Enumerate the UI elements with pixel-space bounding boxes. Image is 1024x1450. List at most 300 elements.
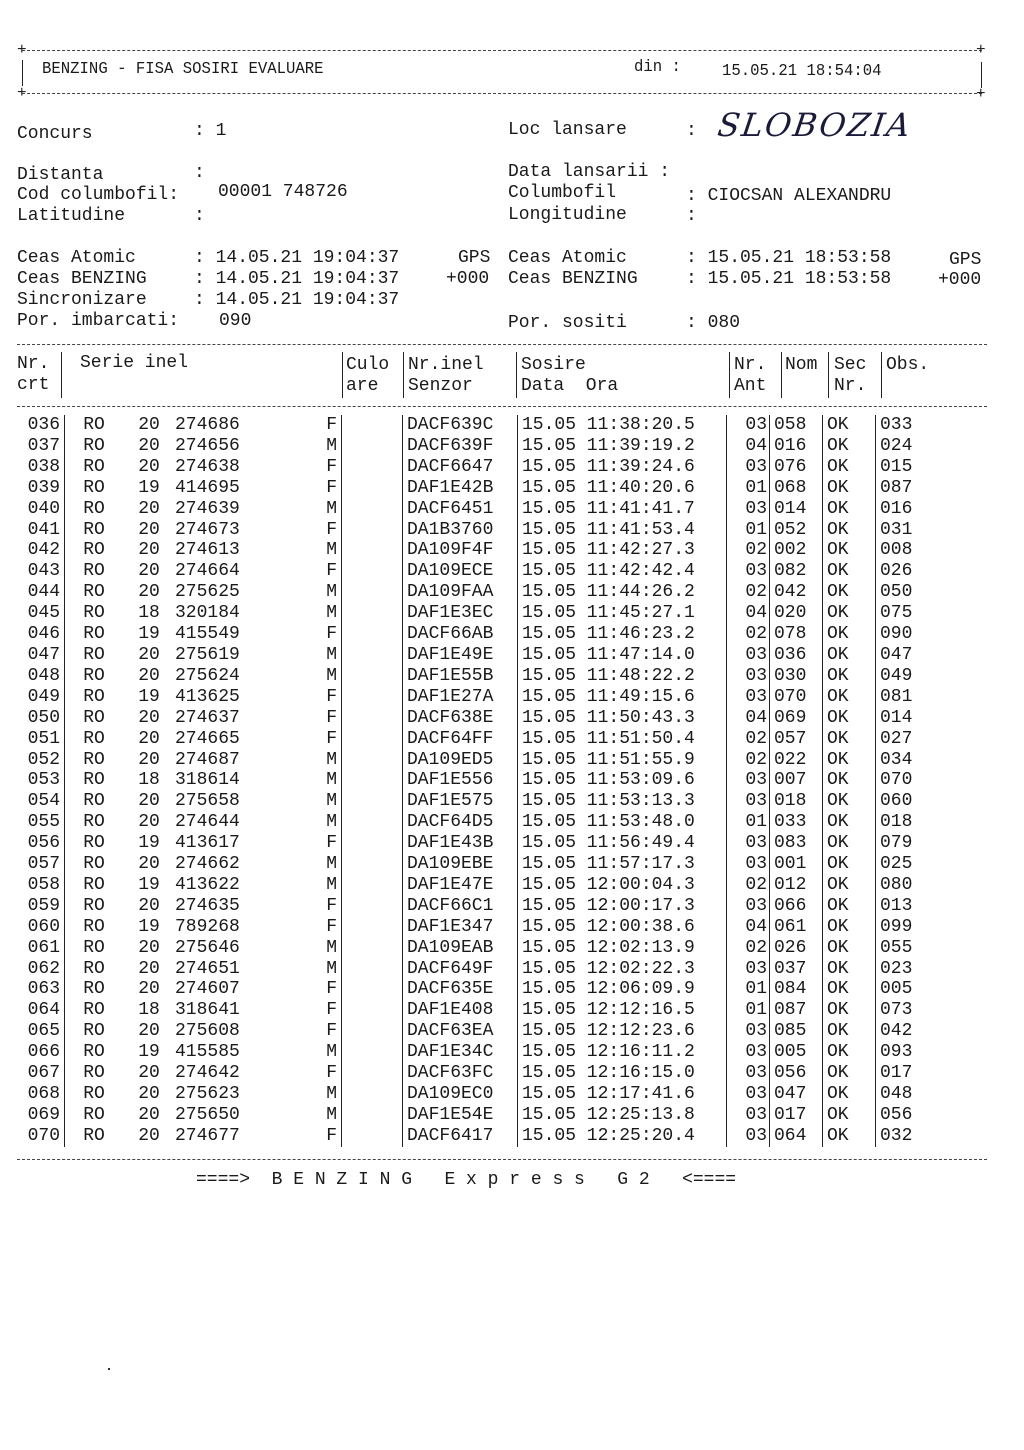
row-year: 20 bbox=[138, 561, 160, 582]
row-nr: 056 bbox=[14, 833, 65, 854]
row-ring-number: 275623 bbox=[175, 1084, 240, 1104]
row-antenna: 03 bbox=[727, 561, 770, 582]
row-ring-number: 320184 bbox=[175, 603, 240, 624]
row-nr: 049 bbox=[14, 687, 65, 708]
row-antenna: 01 bbox=[727, 1000, 770, 1021]
row-antenna: 03 bbox=[727, 770, 770, 791]
row-obs: 060 bbox=[880, 791, 913, 812]
row-color bbox=[342, 1042, 403, 1063]
row-sec: OK bbox=[823, 1063, 876, 1084]
row-nr: 062 bbox=[14, 959, 65, 980]
row-arrival-time: 15.05 11:39:19.2 bbox=[518, 436, 727, 457]
row-nr: 043 bbox=[14, 561, 65, 582]
row-color bbox=[342, 917, 403, 938]
row-sec: OK bbox=[823, 938, 876, 959]
row-ring-number: 274686 bbox=[175, 415, 240, 435]
row-country: RO bbox=[83, 874, 105, 895]
row-nr: 042 bbox=[14, 540, 65, 561]
row-country: RO bbox=[83, 937, 105, 958]
row-sec: OK bbox=[823, 520, 876, 541]
table-row bbox=[14, 478, 960, 499]
row-year: 20 bbox=[138, 415, 160, 435]
row-sensor-ring: DACF6417 bbox=[403, 1126, 518, 1147]
row-sensor-ring: DAF1E556 bbox=[403, 770, 518, 791]
row-nr: 063 bbox=[14, 979, 65, 1000]
concurs-label: Concurs bbox=[17, 124, 93, 144]
row-color bbox=[342, 666, 403, 687]
row-color bbox=[342, 582, 403, 603]
row-sex: F bbox=[267, 687, 342, 708]
row-country: RO bbox=[83, 498, 105, 519]
row-antenna: 03 bbox=[727, 499, 770, 520]
row-ring-number: 275608 bbox=[175, 1021, 240, 1042]
row-country: RO bbox=[83, 1000, 105, 1021]
row-nom: 001 bbox=[770, 854, 823, 875]
row-color bbox=[342, 436, 403, 457]
row-antenna: 03 bbox=[727, 1021, 770, 1042]
table-row bbox=[14, 1042, 960, 1063]
imbarcati-label: Por. imbarcati: bbox=[17, 311, 180, 331]
row-year: 19 bbox=[138, 1042, 160, 1063]
latitudine-label: Latitudine bbox=[17, 206, 126, 226]
row-arrival-time: 15.05 11:47:14.0 bbox=[518, 645, 727, 666]
row-ring-number: 274638 bbox=[175, 456, 240, 477]
row-year: 20 bbox=[138, 644, 160, 665]
row-year: 20 bbox=[138, 791, 160, 812]
row-nom: 083 bbox=[770, 833, 823, 854]
row-year: 19 bbox=[138, 833, 160, 854]
row-sec: OK bbox=[823, 708, 876, 729]
row-sec: OK bbox=[823, 729, 876, 750]
row-antenna: 03 bbox=[727, 959, 770, 980]
row-country: RO bbox=[83, 749, 105, 770]
row-country: RO bbox=[83, 1084, 105, 1104]
table-row bbox=[14, 896, 960, 917]
row-sex: M bbox=[267, 1105, 342, 1126]
row-ring-number: 274635 bbox=[175, 895, 240, 916]
row-antenna: 03 bbox=[727, 1105, 770, 1126]
row-year: 19 bbox=[138, 686, 160, 707]
row-ring-number: 274644 bbox=[175, 812, 240, 833]
row-sec: OK bbox=[823, 436, 876, 457]
row-sex: F bbox=[267, 1021, 342, 1042]
table-row bbox=[14, 1063, 960, 1084]
header-col-divider bbox=[516, 352, 517, 398]
row-sec: OK bbox=[823, 561, 876, 582]
row-antenna: 03 bbox=[727, 854, 770, 875]
row-antenna: 03 bbox=[727, 415, 770, 436]
clock-right-atomic-label: Ceas Atomic bbox=[508, 248, 627, 268]
row-obs: 047 bbox=[880, 644, 913, 665]
table-row bbox=[14, 729, 960, 750]
row-ring-number: 274639 bbox=[175, 498, 240, 519]
row-ring-number: 413625 bbox=[175, 686, 240, 707]
row-sensor-ring: DACF635E bbox=[403, 979, 518, 1000]
row-nom: 076 bbox=[770, 457, 823, 478]
row-nom: 005 bbox=[770, 1042, 823, 1063]
row-antenna: 03 bbox=[727, 896, 770, 917]
row-obs: 099 bbox=[880, 916, 913, 937]
row-sec: OK bbox=[823, 603, 876, 624]
row-year: 20 bbox=[138, 1125, 160, 1146]
table-row bbox=[14, 624, 960, 645]
row-sex: F bbox=[267, 1063, 342, 1084]
row-obs: 056 bbox=[880, 1104, 913, 1125]
row-nom: 087 bbox=[770, 1000, 823, 1021]
row-obs: 008 bbox=[880, 540, 913, 561]
row-ring-number: 274642 bbox=[175, 1063, 240, 1084]
row-country: RO bbox=[83, 582, 105, 603]
header-col-divider bbox=[342, 352, 343, 398]
row-sex: M bbox=[267, 1042, 342, 1063]
row-sec: OK bbox=[823, 1042, 876, 1063]
row-ring-number: 415549 bbox=[175, 624, 240, 645]
row-country: RO bbox=[83, 770, 105, 791]
row-sex: F bbox=[267, 729, 342, 750]
row-nom: 016 bbox=[770, 436, 823, 457]
row-sensor-ring: DA109EBE bbox=[403, 854, 518, 875]
clock-left-benzing-value: : 14.05.21 19:04:37 bbox=[194, 269, 400, 289]
row-ring-number: 318614 bbox=[175, 770, 240, 791]
row-sex: M bbox=[267, 499, 342, 520]
table-row bbox=[14, 875, 960, 896]
row-arrival-time: 15.05 11:39:24.6 bbox=[518, 457, 727, 478]
row-ring-number: 274613 bbox=[175, 540, 240, 561]
row-arrival-time: 15.05 12:02:22.3 bbox=[518, 959, 727, 980]
row-sec: OK bbox=[823, 687, 876, 708]
row-obs: 070 bbox=[880, 770, 913, 791]
row-sensor-ring: DA109EC0 bbox=[403, 1084, 518, 1105]
row-sensor-ring: DAF1E34C bbox=[403, 1042, 518, 1063]
row-year: 20 bbox=[138, 895, 160, 916]
row-nr: 050 bbox=[14, 708, 65, 729]
header-col-divider bbox=[828, 352, 829, 398]
row-arrival-time: 15.05 11:41:53.4 bbox=[518, 520, 727, 541]
row-nr: 048 bbox=[14, 666, 65, 687]
row-sensor-ring: DA109FAA bbox=[403, 582, 518, 603]
row-sec: OK bbox=[823, 624, 876, 645]
table-row bbox=[14, 750, 960, 771]
row-nom: 052 bbox=[770, 520, 823, 541]
row-nom: 057 bbox=[770, 729, 823, 750]
arrivals-table bbox=[14, 415, 960, 1147]
row-antenna: 01 bbox=[727, 812, 770, 833]
row-country: RO bbox=[83, 728, 105, 749]
row-nom: 014 bbox=[770, 499, 823, 520]
row-nr: 068 bbox=[14, 1084, 65, 1105]
row-arrival-time: 15.05 11:53:48.0 bbox=[518, 812, 727, 833]
row-arrival-time: 15.05 11:56:49.4 bbox=[518, 833, 727, 854]
row-nom: 068 bbox=[770, 478, 823, 499]
row-country: RO bbox=[83, 415, 105, 435]
col-header-nr-inel-2: Senzor bbox=[408, 376, 473, 396]
row-sex: M bbox=[267, 812, 342, 833]
table-row bbox=[14, 1105, 960, 1126]
cod-columbofil-value: 00001 748726 bbox=[218, 182, 348, 202]
clock-right-benzing-label: Ceas BENZING bbox=[508, 269, 638, 289]
row-sex: M bbox=[267, 645, 342, 666]
row-country: RO bbox=[83, 854, 105, 875]
row-sec: OK bbox=[823, 896, 876, 917]
clock-sync-label: Sincronizare bbox=[17, 290, 147, 310]
header-col-divider bbox=[61, 352, 62, 398]
row-sensor-ring: DAF1E408 bbox=[403, 1000, 518, 1021]
row-country: RO bbox=[83, 519, 105, 540]
row-year: 20 bbox=[138, 1104, 160, 1125]
row-nom: 056 bbox=[770, 1063, 823, 1084]
row-antenna: 03 bbox=[727, 1063, 770, 1084]
row-nom: 085 bbox=[770, 1021, 823, 1042]
row-nr: 051 bbox=[14, 729, 65, 750]
table-row bbox=[14, 436, 960, 457]
row-country: RO bbox=[83, 895, 105, 916]
row-color bbox=[342, 770, 403, 791]
row-antenna: 01 bbox=[727, 520, 770, 541]
table-row bbox=[14, 1126, 960, 1147]
row-ring-number: 413622 bbox=[175, 874, 240, 895]
row-arrival-time: 15.05 12:25:20.4 bbox=[518, 1126, 727, 1147]
row-ring-number: 274607 bbox=[175, 979, 240, 1000]
row-country: RO bbox=[83, 456, 105, 477]
row-arrival-time: 15.05 12:17:41.6 bbox=[518, 1084, 727, 1105]
row-color bbox=[342, 1105, 403, 1126]
row-antenna: 02 bbox=[727, 938, 770, 959]
row-sensor-ring: DA1B3760 bbox=[403, 520, 518, 541]
table-header-bottom-rule bbox=[17, 406, 987, 407]
row-nr: 040 bbox=[14, 499, 65, 520]
row-obs: 073 bbox=[880, 1000, 913, 1021]
table-row bbox=[14, 415, 960, 436]
row-sec: OK bbox=[823, 1000, 876, 1021]
row-sec: OK bbox=[823, 666, 876, 687]
row-color bbox=[342, 478, 403, 499]
col-header-nr-ant-2: Ant bbox=[734, 376, 767, 396]
row-ring-number: 275625 bbox=[175, 582, 240, 603]
row-obs: 031 bbox=[880, 519, 913, 540]
row-antenna: 03 bbox=[727, 687, 770, 708]
row-arrival-time: 15.05 11:46:23.2 bbox=[518, 624, 727, 645]
title-box-top-border bbox=[22, 50, 982, 51]
row-nr: 053 bbox=[14, 770, 65, 791]
row-ring-number: 274687 bbox=[175, 749, 240, 770]
row-ring-number: 274665 bbox=[175, 728, 240, 749]
table-row bbox=[14, 520, 960, 541]
row-color bbox=[342, 687, 403, 708]
row-arrival-time: 15.05 11:53:13.3 bbox=[518, 791, 727, 812]
row-sensor-ring: DACF64FF bbox=[403, 729, 518, 750]
table-row bbox=[14, 979, 960, 1000]
row-sex: F bbox=[267, 415, 342, 436]
row-color bbox=[342, 540, 403, 561]
longitudine-colon: : bbox=[686, 206, 697, 226]
row-year: 20 bbox=[138, 665, 160, 686]
row-sex: F bbox=[267, 561, 342, 582]
row-ring-number: 274664 bbox=[175, 561, 240, 582]
row-country: RO bbox=[83, 540, 105, 561]
row-arrival-time: 15.05 11:50:43.3 bbox=[518, 708, 727, 729]
row-sex: M bbox=[267, 603, 342, 624]
row-year: 19 bbox=[138, 916, 160, 937]
longitudine-label: Longitudine bbox=[508, 205, 627, 225]
row-sex: M bbox=[267, 875, 342, 896]
row-nom: 037 bbox=[770, 959, 823, 980]
col-header-nr-ant-1: Nr. bbox=[734, 355, 767, 375]
row-obs: 018 bbox=[880, 812, 913, 833]
row-antenna: 03 bbox=[727, 1084, 770, 1105]
title-box-corner: + bbox=[976, 85, 986, 103]
row-color bbox=[342, 979, 403, 1000]
row-obs: 034 bbox=[880, 749, 913, 770]
row-sec: OK bbox=[823, 979, 876, 1000]
row-nr: 054 bbox=[14, 791, 65, 812]
row-antenna: 02 bbox=[727, 540, 770, 561]
clock-left-benzing-label: Ceas BENZING bbox=[17, 269, 147, 289]
row-sensor-ring: DACF66C1 bbox=[403, 896, 518, 917]
row-year: 20 bbox=[138, 1021, 160, 1042]
row-color bbox=[342, 457, 403, 478]
row-arrival-time: 15.05 11:42:42.4 bbox=[518, 561, 727, 582]
clock-right-atomic-suffix: GPS bbox=[949, 250, 982, 270]
row-sensor-ring: DAF1E54E bbox=[403, 1105, 518, 1126]
row-color bbox=[342, 1021, 403, 1042]
row-sex: F bbox=[267, 457, 342, 478]
row-sec: OK bbox=[823, 791, 876, 812]
row-antenna: 03 bbox=[727, 833, 770, 854]
row-year: 20 bbox=[138, 582, 160, 603]
row-sensor-ring: DACF6451 bbox=[403, 499, 518, 520]
table-row bbox=[14, 708, 960, 729]
row-ring-number: 414695 bbox=[175, 477, 240, 498]
row-sensor-ring: DACF64D5 bbox=[403, 812, 518, 833]
row-obs: 081 bbox=[880, 686, 913, 707]
col-header-sec-1: Sec bbox=[834, 355, 867, 375]
row-color bbox=[342, 1000, 403, 1021]
row-nom: 030 bbox=[770, 666, 823, 687]
row-antenna: 03 bbox=[727, 1126, 770, 1147]
row-antenna: 02 bbox=[727, 750, 770, 771]
row-year: 20 bbox=[138, 1063, 160, 1084]
table-row bbox=[14, 603, 960, 624]
row-year: 19 bbox=[138, 477, 160, 498]
row-nr: 060 bbox=[14, 917, 65, 938]
report-title: BENZING - FISA SOSIRI EVALUARE bbox=[42, 60, 324, 79]
row-sensor-ring: DAF1E49E bbox=[403, 645, 518, 666]
row-arrival-time: 15.05 11:53:09.6 bbox=[518, 770, 727, 791]
row-year: 20 bbox=[138, 937, 160, 958]
row-sex: M bbox=[267, 854, 342, 875]
row-arrival-time: 15.05 12:06:09.9 bbox=[518, 979, 727, 1000]
row-year: 19 bbox=[138, 874, 160, 895]
distanta-colon: : bbox=[194, 163, 205, 183]
row-year: 20 bbox=[138, 456, 160, 477]
row-color bbox=[342, 645, 403, 666]
row-obs: 032 bbox=[880, 1125, 913, 1146]
concurs-value: : 1 bbox=[194, 121, 227, 141]
row-country: RO bbox=[83, 812, 105, 833]
col-header-culoare-2: are bbox=[346, 376, 379, 396]
table-row bbox=[14, 499, 960, 520]
row-arrival-time: 15.05 11:57:17.3 bbox=[518, 854, 727, 875]
row-sex: M bbox=[267, 436, 342, 457]
header-col-divider bbox=[881, 352, 882, 398]
row-sensor-ring: DAF1E43B bbox=[403, 833, 518, 854]
row-arrival-time: 15.05 11:38:20.5 bbox=[518, 415, 727, 436]
row-arrival-time: 15.05 12:16:11.2 bbox=[518, 1042, 727, 1063]
row-sex: F bbox=[267, 478, 342, 499]
row-nom: 061 bbox=[770, 917, 823, 938]
row-year: 20 bbox=[138, 707, 160, 728]
row-color bbox=[342, 833, 403, 854]
row-arrival-time: 15.05 12:00:38.6 bbox=[518, 917, 727, 938]
table-row bbox=[14, 917, 960, 938]
row-ring-number: 318641 bbox=[175, 1000, 240, 1021]
row-nr: 065 bbox=[14, 1021, 65, 1042]
row-arrival-time: 15.05 12:25:13.8 bbox=[518, 1105, 727, 1126]
row-sex: M bbox=[267, 791, 342, 812]
row-ring-number: 275650 bbox=[175, 1104, 240, 1125]
row-color bbox=[342, 896, 403, 917]
row-nr: 070 bbox=[14, 1126, 65, 1147]
table-row bbox=[14, 540, 960, 561]
footer-brand: ====> B E N Z I N G E x p r e s s G 2 <==== bbox=[196, 1170, 737, 1190]
row-country: RO bbox=[83, 561, 105, 582]
row-year: 20 bbox=[138, 540, 160, 561]
row-nr: 039 bbox=[14, 478, 65, 499]
row-sec: OK bbox=[823, 1021, 876, 1042]
cod-columbofil-label: Cod columbofil: bbox=[17, 185, 180, 205]
row-nr: 046 bbox=[14, 624, 65, 645]
row-sensor-ring: DACF63FC bbox=[403, 1063, 518, 1084]
row-sensor-ring: DAF1E575 bbox=[403, 791, 518, 812]
row-sex: F bbox=[267, 979, 342, 1000]
row-year: 20 bbox=[138, 728, 160, 749]
row-sec: OK bbox=[823, 540, 876, 561]
title-box-bottom-border bbox=[22, 93, 982, 94]
row-arrival-time: 15.05 12:12:16.5 bbox=[518, 1000, 727, 1021]
row-obs: 033 bbox=[880, 415, 913, 435]
row-antenna: 03 bbox=[727, 645, 770, 666]
row-arrival-time: 15.05 12:02:13.9 bbox=[518, 938, 727, 959]
row-sensor-ring: DAF1E347 bbox=[403, 917, 518, 938]
row-color bbox=[342, 854, 403, 875]
header-col-divider bbox=[729, 352, 730, 398]
row-country: RO bbox=[83, 833, 105, 854]
row-sex: M bbox=[267, 540, 342, 561]
row-sec: OK bbox=[823, 917, 876, 938]
row-obs: 026 bbox=[880, 561, 913, 582]
row-sex: M bbox=[267, 666, 342, 687]
row-sex: M bbox=[267, 770, 342, 791]
row-sec: OK bbox=[823, 854, 876, 875]
row-antenna: 04 bbox=[727, 603, 770, 624]
row-ring-number: 274662 bbox=[175, 854, 240, 875]
row-nom: 022 bbox=[770, 750, 823, 771]
table-row bbox=[14, 561, 960, 582]
row-obs: 093 bbox=[880, 1042, 913, 1063]
row-ring-number: 274651 bbox=[175, 958, 240, 979]
row-obs: 087 bbox=[880, 477, 913, 498]
sositi-value: : 080 bbox=[686, 313, 741, 333]
row-arrival-time: 15.05 11:51:50.4 bbox=[518, 729, 727, 750]
row-obs: 090 bbox=[880, 624, 913, 645]
row-arrival-time: 15.05 11:44:26.2 bbox=[518, 582, 727, 603]
clock-right-benzing-value: : 15.05.21 18:53:58 bbox=[686, 269, 892, 289]
row-sec: OK bbox=[823, 415, 876, 436]
row-color bbox=[342, 938, 403, 959]
row-sec: OK bbox=[823, 770, 876, 791]
row-sec: OK bbox=[823, 645, 876, 666]
table-row bbox=[14, 854, 960, 875]
